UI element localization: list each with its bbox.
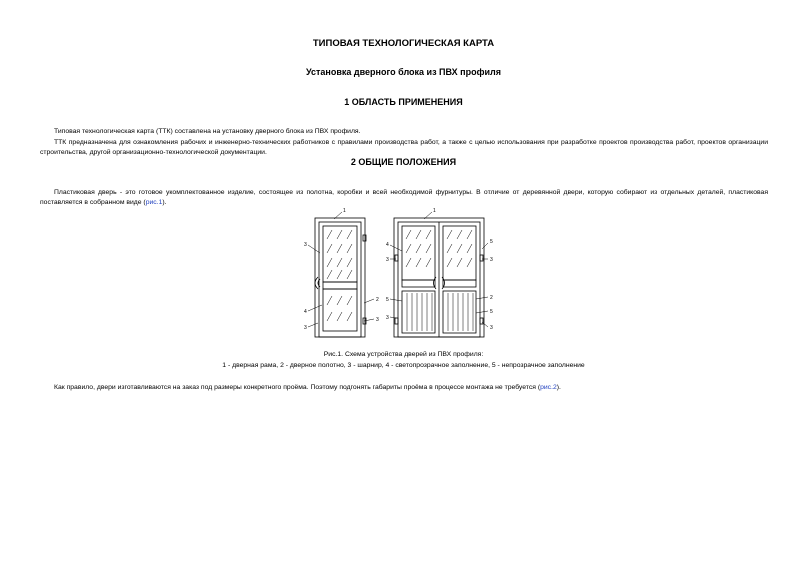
- svg-text:3: 3: [304, 242, 307, 248]
- double-panel-lines: [407, 293, 473, 331]
- figure-caption-legend: 1 - дверная рама, 2 - дверное полотно, 3 - шарнир, 4 - светопрозрачное заполнение, 5 - непрозрачное заполнение: [222, 362, 585, 369]
- door-frame-outer: [315, 218, 365, 337]
- rail-right: [443, 280, 476, 287]
- rail-left: [402, 280, 435, 287]
- document-subtitle: Установка дверного блока из ПВХ профиля: [305, 67, 501, 77]
- section-2-paragraph-1: Пластиковая дверь - это готовое укомплектованное изделие, состоящее из полотна, коробки и всей необходимой фурнитуры. В отличие от деревянной двери, которую собирают из отдельных деталей, пластиковая поставляется в собранном виде (рис.1).: [40, 189, 768, 206]
- svg-text:3: 3: [490, 257, 493, 263]
- svg-text:3: 3: [304, 325, 307, 331]
- svg-text:5: 5: [386, 297, 389, 303]
- svg-text:5: 5: [490, 309, 493, 315]
- door-scheme-figure: [296, 207, 510, 347]
- svg-text:3: 3: [386, 257, 389, 263]
- section-1-heading: 1 ОБЛАСТЬ ПРИМЕНЕНИЯ: [344, 97, 463, 107]
- figure-caption-title: Рис.1. Схема устройства дверей из ПВХ профиля:: [323, 351, 484, 358]
- svg-text:1: 1: [343, 208, 346, 214]
- hinge-dr-2: [480, 318, 483, 324]
- section-2-paragraph-2: Как правило, двери изготавливаются на заказ под размеры конкретного проёма. Поэтому подгонять габариты проёма в процессе монтажа не требуется (рис.2).: [54, 384, 561, 391]
- figure-2-link[interactable]: рис.2: [540, 384, 557, 391]
- hinge-top: [363, 235, 366, 241]
- middle-rail: [323, 282, 357, 289]
- svg-text:1: 1: [433, 208, 436, 214]
- hinge-dr-1: [480, 255, 483, 261]
- section-2-heading: 2 ОБЩИЕ ПОЛОЖЕНИЯ: [350, 157, 457, 167]
- door-frame-inner: [319, 222, 361, 337]
- svg-text:4: 4: [386, 242, 389, 248]
- figure-1-link[interactable]: рис.1: [145, 198, 163, 206]
- svg-text:5: 5: [490, 239, 493, 245]
- section-1-paragraph-2: ТТК предназначена для ознакомления рабочих и инженерно-технических работников с правилами производства работ, а также с целью использования при разработке проектов производства работ, проектов организации строительства, другой организационно-технологической документации.: [40, 139, 768, 156]
- svg-text:4: 4: [304, 309, 307, 315]
- svg-text:2: 2: [376, 297, 379, 303]
- document-title: ТИПОВАЯ ТЕХНОЛОГИЧЕСКАЯ КАРТА: [312, 38, 495, 49]
- hinge-dl-1: [395, 255, 398, 261]
- glass-pane-lower: [323, 289, 357, 331]
- hinge-dl-2: [395, 318, 398, 324]
- svg-text:3: 3: [490, 325, 493, 331]
- section-1-paragraph-1: Типовая технологическая карта (ТТК) составлена на установку дверного блока из ПВХ профиля.: [54, 128, 361, 135]
- svg-text:3: 3: [386, 315, 389, 321]
- svg-text:2: 2: [490, 295, 493, 301]
- svg-text:3: 3: [376, 317, 379, 323]
- single-door-drawing: [315, 218, 366, 337]
- single-glass-hatching: [327, 230, 352, 321]
